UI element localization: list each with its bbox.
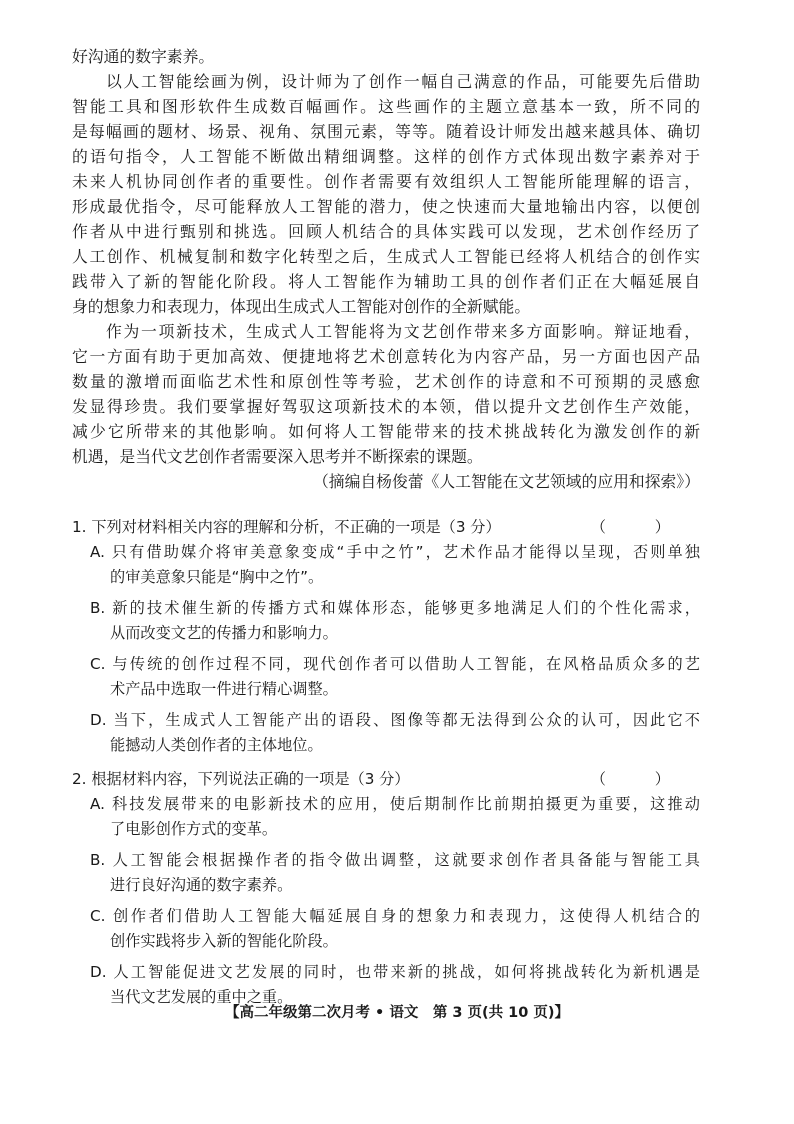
option-b [72,596,700,646]
passage-source: （摘编自杨俊蕾《人工智能在文艺领域的应用和探索》） [312,472,700,491]
question-list [72,514,700,1010]
option-line: 当代文艺发展的重中之重。 [110,988,293,1006]
passage-line: 作者从中进行甄别和挑选。回顾人机结合的具体实践可以发现，艺术创作经历了 [72,222,700,241]
passage-line: 智能工具和图形软件生成数百幅画作。这些画作的主题立意基本一致，所不同的 [72,97,700,116]
passage-line: 减少它所带来的其他影响。如何将人工智能带来的技术挑战转化为激发创作的新 [72,422,700,441]
question-stem: 2. 根据材料内容，下列说法正确的一项是（3 分） [72,770,410,788]
question-2 [72,766,700,1010]
passage-line: 它一方面有助于更加高效、便捷地将艺术创意转化为内容产品，另一方面也因产品 [72,347,700,366]
option-a [72,540,700,590]
question-stem-row [72,766,700,792]
passage-line: 以人工智能绘画为例，设计师为了创作一幅自己满意的作品，可能要先后借助 [106,72,700,91]
question-stem-row [72,514,700,540]
option-line: B. 新的技术催生新的传播方式和媒体形态，能够更多地满足人们的个性化需求， [90,599,700,617]
passage-line: 机遇，是当代文艺创作者需要深入思考并不断探索的课题。 [72,447,483,466]
passage-line: 未来人机协同创作者的重要性。创作者需要有效组织人工智能所能理解的语言， [72,172,700,191]
option-line: 的审美意象只能是“胸中之竹”。 [110,568,324,586]
passage-line: 数量的激增而面临艺术性和原创性等考验，艺术创作的诗意和不可预期的灵感愈 [72,372,700,391]
reading-passage [72,44,700,494]
question-1 [72,514,700,758]
option-line: B. 人工智能会根据操作者的指令做出调整，这就要求创作者具备能与智能工具 [90,851,700,869]
option-line: 从而改变文艺的传播力和影响力。 [110,624,338,642]
option-line: 术产品中选取一件进行精心调整。 [110,680,338,698]
passage-line: 是每幅画的题材、场景、视角、氛围元素，等等。随着设计师发出越来越具体、确切 [72,122,700,141]
option-line: C. 创作者们借助人工智能大幅延展自身的想象力和表现力，这使得人机结合的 [90,907,700,925]
passage-line: 践带入了新的智能化阶段。将人工智能作为辅助工具的创作者们正在大幅延展自 [72,272,700,291]
option-line: 了电影创作方式的变革。 [110,820,278,838]
passage-line: 发显得珍贵。我们要掌握好驾驭这项新技术的本领，借以提升文艺创作生产效能， [72,397,700,416]
option-c [72,652,700,702]
option-line: D. 人工智能促进文艺发展的同时，也带来新的挑战，如何将挑战转化为新机遇是 [90,963,700,981]
option-line: 进行良好沟通的数字素养。 [110,876,293,894]
option-line: A. 科技发展带来的电影新技术的应用，使后期制作比前期拍摄更为重要，这推动 [90,795,700,813]
option-b [72,848,700,898]
page-footer: 【高二年级第二次月考 • 语文 第 3 页(共 10 页)】 [224,1005,570,1021]
passage-line: 人工创作、机械复制和数字化转型之后，生成式人工智能已经将人机结合的创作实 [72,247,700,266]
passage-line: 好沟通的数字素养。 [72,47,215,66]
option-c [72,904,700,954]
option-a [72,792,700,842]
question-stem: 1. 下列对材料相关内容的理解和分析，不正确的一项是（3 分） [72,518,501,536]
option-line: 创作实践将步入新的智能化阶段。 [110,932,338,950]
option-line: 能撼动人类创作者的主体地位。 [110,736,323,754]
option-line: D. 当下，生成式人工智能产出的语段、图像等都无法得到公众的认可，因此它不 [90,711,700,729]
answer-blank[interactable]: （ ） [590,770,692,788]
option-d [72,708,700,758]
passage-line: 的语句指令，人工智能不断做出精细调整。这样的创作方式体现出数字素养对于 [72,147,700,166]
answer-blank[interactable]: （ ） [590,518,692,536]
option-line: A. 只有借助媒介将审美意象变成“手中之竹”，艺术作品才能得以呈现，否则单独 [90,543,700,561]
passage-line: 形成最优指令，尽可能释放人工智能的潜力，使之快速而大量地输出内容，以便创 [72,197,700,216]
passage-line: 作为一项新技术，生成式人工智能将为文艺创作带来多方面影响。辩证地看， [106,322,700,341]
passage-line: 身的想象力和表现力，体现出生成式人工智能对创作的全新赋能。 [72,297,531,316]
option-line: C. 与传统的创作过程不同，现代创作者可以借助人工智能，在风格品质众多的艺 [90,655,700,673]
